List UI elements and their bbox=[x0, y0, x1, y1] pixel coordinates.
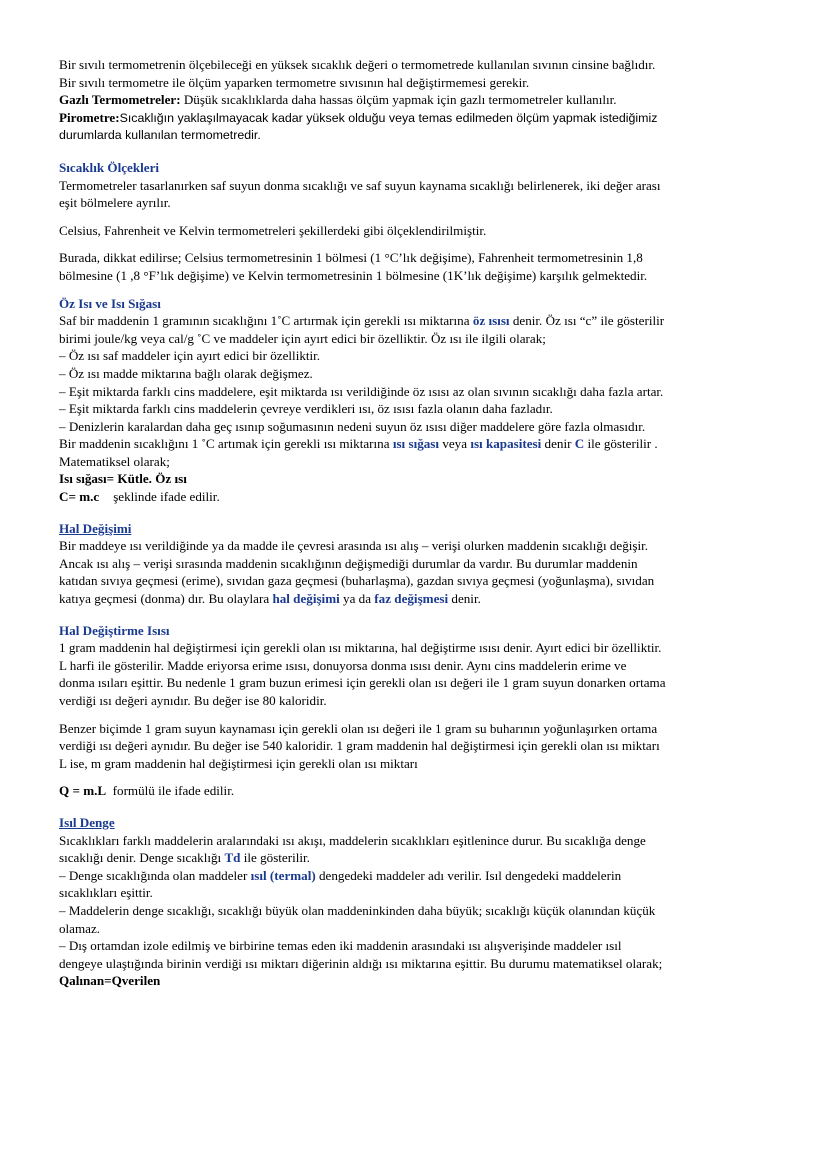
pirometre-text-2: durumlarda kullanılan termometredir. bbox=[59, 128, 261, 143]
denge-line-6: olamaz. bbox=[59, 920, 101, 936]
ozisi-formula-line bbox=[59, 488, 778, 506]
denge-l2a: sıcaklığı denir. Denge sıcaklığı bbox=[59, 850, 225, 866]
haldeg-line-2: L harfi ile gösterilir. Madde eriyorsa erime ısısı, donuyorsa donma ısısı denir. Aynı cins maddelerin erime ve bbox=[59, 657, 627, 673]
haldeg-line-1: 1 gram maddenin hal değiştirmesi için gerekli olan ısı miktarına, hal değiştirme ısısı denir. Ayırt edici bir özelliktir. bbox=[59, 640, 662, 656]
haldeg-p2-line-2: verdiği ısı değeri aynıdır. Bu değer ise 540 kaloridir. 1 gram maddenin hal değiştirmesi için gerekli olan ısı miktarı bbox=[59, 738, 660, 754]
haldeg-p2-line-3: L ise, m gram maddenin hal değiştirmesi için gerekli olan ısı miktarı bbox=[59, 755, 418, 771]
olcekler-p3a: Burada, dikkat edilirse; Celsius termometresinin 1 bölmesi (1 °C’lık değişime), Fahrenheit termometresinin 1,8 bbox=[59, 250, 643, 266]
haldeg-formula-line bbox=[59, 782, 778, 800]
olcekler-p3b: bölmesine (1 ,8 °F’lık değişime) ve Kelvin termometresinin 1 bölmesine (1K’lık değişime) karşılık gelmektedir. bbox=[59, 267, 648, 283]
term-isi-sigasi: ısı sığası bbox=[392, 436, 440, 452]
olcekler-p1b: eşit bölmelere ayrılır. bbox=[59, 195, 171, 211]
heading-hal-degisimi: Hal Değişimi bbox=[59, 520, 132, 536]
haldeg-p2-line-1: Benzer biçimde 1 gram suyun kaynaması için gerekli olan ısı değeri ile 1 gram su buharının yoğunlaşırken ortama bbox=[59, 720, 658, 736]
gazli-label: Gazlı Termometreler: bbox=[59, 92, 181, 108]
ozisi-line-1 bbox=[59, 312, 778, 330]
denge-formula: Qalınan=Qverilen bbox=[59, 973, 161, 989]
denge-line-1: Sıcaklıkları farklı maddelerin aralarındaki ısı akışı, maddelerin sıcaklıkları eşitlenince durur. Bu sıcaklığa denge bbox=[59, 832, 646, 848]
intro-line-2: Bir sıvılı termometre ile ölçüm yaparken termometre sıvısının hal değiştirmemesi gerekir. bbox=[59, 74, 530, 90]
ozisi-line-7: – Denizlerin karalardan daha geç ısınıp soğumasının nedeni suyun öz ısısı diğer maddelere göre fazla olmasıdır. bbox=[59, 418, 646, 434]
ozisi-formula-text: Isı sığası= Kütle. Öz ısı bbox=[59, 471, 187, 487]
denge-l3a: – Denge sıcaklığında olan maddeler bbox=[59, 867, 251, 883]
denge-line-2 bbox=[59, 849, 778, 867]
ozisi-l8b: veya bbox=[439, 436, 471, 452]
intro-line-1: Bir sıvılı termometrenin ölçebileceği en yüksek sıcaklık değeri o termometrede kullanılan sıvının cinsine bağlıdır. bbox=[59, 57, 656, 72]
hal-l4c: denir. bbox=[448, 591, 481, 607]
heading-oz-isi: Öz Isı ve Isı Sığası bbox=[59, 295, 161, 311]
ozisi-line-3: – Öz ısı saf maddeler için ayırt edici bir özelliktir. bbox=[59, 348, 321, 364]
hal-line-4 bbox=[59, 590, 778, 608]
ozisi-line-6: – Eşit miktarda farklı cins maddelerin çevreye verdikleri ısı, öz ısısı fazla olanın daha fazladır. bbox=[59, 401, 553, 417]
term-td: Td bbox=[224, 850, 241, 866]
ozisi-l1b: denir. Öz ısı “c” ile gösterilir bbox=[509, 313, 665, 329]
ozisi-line-2: birimi joule/kg veya cal/g ˚C ve maddeler için ayırt edici bir özelliktir. Öz ısı ile ilgili olarak; bbox=[59, 330, 546, 346]
haldeg-formula-desc: formülü ile ifade edilir. bbox=[106, 783, 235, 799]
hal-l4b: ya da bbox=[339, 591, 375, 607]
ozisi-l8d: ile gösterilir . bbox=[584, 436, 658, 452]
olcekler-p2: Celsius, Fahrenheit ve Kelvin termometreleri şekillerdeki gibi ölçeklendirilmiştir. bbox=[59, 222, 487, 238]
hal-line-3: katıdan sıvıya geçmesi (erime), sıvıdan gaza geçmesi (buharlaşma), gazdan sıvıya geçmesi (yoğunlaşma), sıvıdan bbox=[59, 573, 655, 589]
heading-hal-degistirme-isisi: Hal Değiştirme Isısı bbox=[59, 622, 170, 638]
denge-line-8: dengeye ulaştığında birinin verdiği ısı miktarı diğerinin aldığı ısı miktarına eşittir. Bu durumu matematiksel olarak; bbox=[59, 955, 663, 971]
denge-l3b: dengedeki maddeler adı verilir. Isıl dengedeki maddelerin bbox=[315, 867, 622, 883]
denge-l2b: ile gösterilir. bbox=[240, 850, 310, 866]
pirometre-label: Pirometre: bbox=[59, 109, 120, 125]
hal-line-2: Ancak ısı alış – verişi sırasında maddenin sıcaklığının değişmediği durumlar da vardır. Bu durumlar maddenin bbox=[59, 555, 638, 571]
olcekler-p1a: Termometreler tasarlanırken saf suyun donma sıcaklığı ve saf suyun kaynama sıcaklığı belirlenerek, iki değer arası bbox=[59, 177, 661, 193]
ozisi-line-8 bbox=[59, 435, 778, 453]
ozisi-line-5: – Eşit miktarda farklı cins maddelere, eşit miktarda ısı verildiğinde öz ısısı az olan sıvının sıcaklığı daha fazla artar. bbox=[59, 383, 664, 399]
term-faz-degismesi: faz değişmesi bbox=[374, 591, 449, 607]
term-oz-isisi: öz ısısı bbox=[472, 313, 510, 329]
denge-line-7: – Dış ortamdan izole edilmiş ve birbirine temas eden iki maddenin arasındaki ısı alışverişinde maddeler ısıl bbox=[59, 938, 622, 954]
heading-isil-denge: Isıl Denge bbox=[59, 814, 115, 830]
term-isi-kapasitesi: ısı kapasitesi bbox=[470, 436, 542, 452]
denge-line-4: sıcaklıkları eşittir. bbox=[59, 885, 153, 901]
ozisi-formula-desc: şeklinde ifade edilir. bbox=[113, 489, 220, 505]
ozisi-line-9: Matematiksel olarak; bbox=[59, 453, 170, 469]
gazli-text: Düşük sıcaklıklarda daha hassas ölçüm yapmak için gazlı termometreler kullanılır. bbox=[180, 92, 617, 108]
heading-sicaklik-olcekleri: Sıcaklık Ölçekleri bbox=[59, 159, 160, 175]
term-hal-degisimi: hal değişimi bbox=[272, 591, 340, 607]
term-isil-termal: ısıl (termal) bbox=[250, 867, 316, 883]
ozisi-line-4: – Öz ısı madde miktarına bağlı olarak değişmez. bbox=[59, 365, 313, 381]
pirometre-text: Sıcaklığın yaklaşılmayacak kadar yüksek olduğu veya temas edilmeden ölçüm yapmak istediğimiz bbox=[119, 110, 658, 125]
pirometre-paragraph bbox=[59, 109, 778, 128]
haldeg-line-3: donma ısıları eşittir. Bu nedenle 1 gram buzun erimesi için gerekli olan ısı değeri ile 1 gram suyun donarken ortama bbox=[59, 675, 666, 691]
denge-line-5: – Maddelerin denge sıcaklığı, sıcaklığı büyük olan maddeninkinden daha büyük; sıcaklığı küçük olanından küçük bbox=[59, 902, 656, 918]
hal-l4a: katıya geçmesi (donma) dır. Bu olaylara bbox=[59, 591, 273, 607]
haldeg-line-4: verdiği ısı değeri aynıdır. Bu değer ise 80 kaloridir. bbox=[59, 693, 327, 708]
ozisi-l8c: denir bbox=[541, 436, 575, 452]
gazli-paragraph bbox=[59, 91, 778, 109]
ozisi-formula: C= m.c bbox=[59, 489, 100, 505]
ozisi-l8a: Bir maddenin sıcaklığını 1 ˚C artımak için gerekli ısı miktarına bbox=[59, 436, 393, 452]
term-c: C bbox=[574, 436, 585, 452]
hal-line-1: Bir maddeye ısı verildiğinde ya da madde ile çevresi arasında ısı alış – verişi olurken maddenin sıcaklığı değişir. bbox=[59, 538, 649, 554]
denge-line-3 bbox=[59, 867, 778, 885]
haldeg-formula: Q = m.L bbox=[59, 783, 107, 799]
ozisi-l1a: Saf bir maddenin 1 gramının sıcaklığını 1˚C artırmak için gerekli ısı miktarına bbox=[59, 313, 473, 329]
